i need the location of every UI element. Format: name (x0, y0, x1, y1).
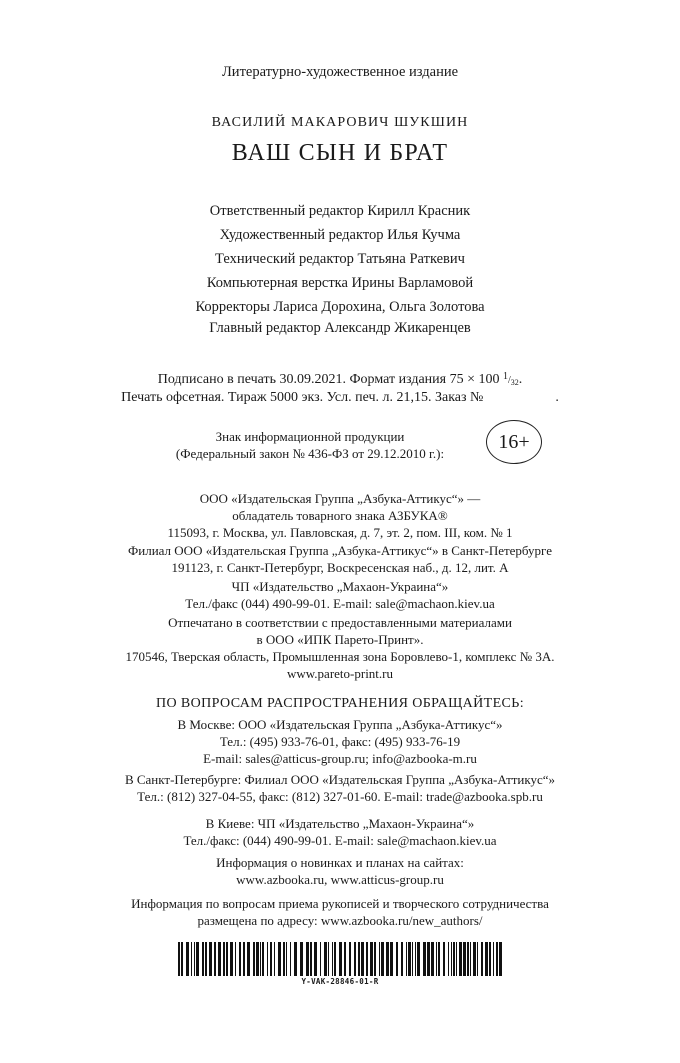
branch-line: 191123, г. Санкт-Петербург, Воскресенская наб., д. 12, лит. А (171, 560, 509, 575)
barcode-bar (459, 942, 462, 976)
kiev-contacts (0, 815, 680, 849)
printing-format-text: Подписано в печать 30.09.2021. Формат издания 75 × 100 (157, 372, 500, 387)
barcode-bar (314, 942, 317, 976)
barcode-bar (274, 942, 275, 976)
barcode-bar (283, 942, 285, 976)
barcode-bar (332, 942, 333, 976)
barcode-bar (379, 942, 380, 976)
barcode-bar (294, 942, 297, 976)
barcode-bar (256, 942, 259, 976)
barcode-bar (396, 942, 398, 976)
barcode-bar (300, 942, 303, 976)
barcode-bar (374, 942, 376, 976)
printing-line-1 (0, 366, 680, 387)
publisher-block (0, 490, 680, 541)
barcode-bar (209, 942, 212, 976)
barcode-bar (361, 942, 364, 976)
printing-line-2 (0, 387, 680, 408)
info-sign-line-1: Знак информационной продукции (215, 429, 405, 444)
barcode-bar (205, 942, 207, 976)
barcode-bar (417, 942, 420, 976)
barcode-bar (344, 942, 346, 976)
barcode-bar (415, 942, 416, 976)
barcode-bar (463, 942, 466, 976)
info-sign-block (140, 428, 480, 462)
barcode-bar (499, 942, 502, 976)
spb-line: В Санкт-Петербурге: Филиал ООО «Издательская Группа „Азбука-Аттикус“» (124, 772, 556, 787)
barcode-bar (267, 942, 268, 976)
barcode-bar (310, 942, 312, 976)
age-rating-badge: 16+ (486, 420, 542, 464)
barcode-bar (451, 942, 452, 976)
barcode-bar (408, 942, 411, 976)
barcode-bar (481, 942, 483, 976)
credit-line: Компьютерная верстка Ирины Варламовой (206, 275, 474, 291)
barcode-bar (194, 942, 195, 976)
barcode-bar (489, 942, 491, 976)
barcode-bar (467, 942, 469, 976)
manuscripts-line: размещена по адресу: www.azbooka.ru/new_authors/ (197, 913, 483, 928)
credit-line: Ответственный редактор Кирилл Красник (209, 203, 471, 219)
fraction-numerator: 1 (503, 371, 508, 382)
publisher-line: ООО «Издательская Группа „Азбука-Аттикус“» — (199, 491, 481, 506)
barcode-bar (253, 942, 255, 976)
chief-editor: Главный редактор Александр Жикаренцев (209, 320, 471, 336)
barcode-bar (381, 942, 384, 976)
barcode-bar (354, 942, 356, 976)
barcode-bar (262, 942, 264, 976)
distribution-heading: ПО ВОПРОСАМ РАСПРОСТРАНЕНИЯ ОБРАЩАЙТЕСЬ: (156, 696, 524, 711)
barcode-bar (324, 942, 327, 976)
barcode-bar (390, 942, 393, 976)
barcode-bar (191, 942, 192, 976)
barcode-bar (202, 942, 204, 976)
barcode-bar (306, 942, 309, 976)
printing-line-2-end: . (555, 390, 559, 405)
fraction-slash: / (508, 375, 511, 386)
sites-line: Информация о новинках и планах на сайтах: (216, 855, 464, 870)
barcode-bar (214, 942, 216, 976)
barcode-bar (401, 942, 403, 976)
spb-line: Тел.: (812) 327-04-55, факс: (812) 327-01-60. E-mail: trade@azbooka.spb.ru (137, 789, 543, 804)
manuscripts-line: Информация по вопросам приема рукописей и творческого сотрудничества (131, 896, 549, 911)
barcode-bar (496, 942, 498, 976)
barcode-bar (443, 942, 445, 976)
barcode-bar (423, 942, 426, 976)
barcode-bar (470, 942, 471, 976)
barcode-bar (334, 942, 336, 976)
barcode-bar (436, 942, 437, 976)
barcode-bar (366, 942, 368, 976)
barcode-bar (178, 942, 180, 976)
barcode-code: Y-VAK-28846-01-R (301, 977, 379, 986)
publisher-line: 115093, г. Москва, ул. Павловская, д. 7, эт. 2, пом. III, ком. № 1 (167, 525, 513, 540)
fraction-denominator: 32 (510, 378, 519, 387)
barcode-bar (320, 942, 321, 976)
barcode-bar (412, 942, 413, 976)
sites-info (0, 854, 680, 888)
printed-line: в ООО «ИПК Парето-Принт». (256, 632, 424, 647)
barcode-bar (328, 942, 329, 976)
printing-run-text: Печать офсетная. Тираж 5000 экз. Усл. печ. л. 21,15. Заказ № (121, 390, 484, 405)
barcode-bar (260, 942, 261, 976)
barcode-bar (226, 942, 228, 976)
manuscripts-info (0, 895, 680, 929)
publisher-line: обладатель товарного знака АЗБУКА® (232, 508, 448, 523)
barcode (178, 942, 502, 976)
barcode-bar (477, 942, 478, 976)
genre-label: Литературно-художественное издание (221, 64, 459, 80)
printing-details (0, 366, 680, 408)
credit-line: Художественный редактор Илья Кучма (219, 227, 461, 243)
barcode-bar (473, 942, 476, 976)
kiev-line: В Киеве: ЧП «Издательство „Махаон-Украина“» (205, 816, 475, 831)
barcode-bar (243, 942, 245, 976)
barcode-bar (247, 942, 250, 976)
moscow-line: В Москве: ООО «Издательская Группа „Азбука-Аттикус“» (177, 717, 503, 732)
barcode-bar (223, 942, 225, 976)
barcode-bar (485, 942, 488, 976)
barcode-bar (196, 942, 199, 976)
barcode-bar (349, 942, 351, 976)
barcode-bar (278, 942, 281, 976)
barcode-bar (493, 942, 494, 976)
barcode-bar (181, 942, 183, 976)
credit-line: Технический редактор Татьяна Раткевич (215, 251, 465, 267)
printed-line: www.pareto-print.ru (286, 666, 393, 681)
barcode-bar (239, 942, 241, 976)
format-fraction (503, 371, 519, 387)
barcode-bar (290, 942, 291, 976)
barcode-bar (453, 942, 455, 976)
book-title: ВАШ СЫН И БРАТ (231, 140, 449, 166)
barcode-bar (186, 942, 189, 976)
barcode-bar (339, 942, 342, 976)
barcode-bar (406, 942, 407, 976)
credits-list (0, 199, 680, 319)
barcode-bar (286, 942, 287, 976)
barcode-bar (358, 942, 360, 976)
spb-contacts (0, 771, 680, 805)
branch-line: Филиал ООО «Издательская Группа „Азбука-Аттикус“» в Санкт-Петербурге (128, 543, 552, 558)
printed-line: 170546, Тверская область, Промышленная зона Боровлево-1, комплекс № 3А. (125, 649, 555, 664)
ukraine-line: ЧП «Издательство „Махаон-Украина“» (231, 579, 449, 594)
barcode-bar (448, 942, 449, 976)
branch-block (0, 542, 680, 576)
barcode-bar (235, 942, 236, 976)
author-name: ВАСИЛИЙ МАКАРОВИЧ ШУКШИН (211, 115, 469, 130)
ukraine-line: Тел./факс (044) 490-99-01. E-mail: sale@machaon.kiev.ua (185, 596, 495, 611)
moscow-line: E-mail: sales@atticus-group.ru; info@azbooka-m.ru (203, 751, 477, 766)
printed-line: Отпечатано в соответствии с предоставленными материалами (168, 615, 512, 630)
barcode-bar (386, 942, 389, 976)
barcode-bar (427, 942, 430, 976)
kiev-line: Тел./факс: (044) 490-99-01. E-mail: sale@machaon.kiev.ua (183, 833, 497, 848)
barcode-bar (456, 942, 457, 976)
printed-block (0, 614, 680, 682)
barcode-bar (438, 942, 440, 976)
barcode-bar (230, 942, 233, 976)
credit-line: Корректоры Лариса Дорохина, Ольга Золотова (195, 299, 485, 315)
barcode-bar (431, 942, 434, 976)
info-sign-line-2: (Федеральный закон № 436-ФЗ от 29.12.2010 г.): (175, 446, 445, 461)
sites-line: www.azbooka.ru, www.atticus-group.ru (236, 872, 444, 887)
barcode-bar (270, 942, 272, 976)
moscow-contacts (0, 716, 680, 767)
printing-line-1-end: . (518, 372, 523, 387)
moscow-line: Тел.: (495) 933-76-01, факс: (495) 933-76-19 (219, 734, 461, 749)
barcode-bar (218, 942, 221, 976)
barcode-bar (370, 942, 373, 976)
ukraine-block (0, 578, 680, 612)
